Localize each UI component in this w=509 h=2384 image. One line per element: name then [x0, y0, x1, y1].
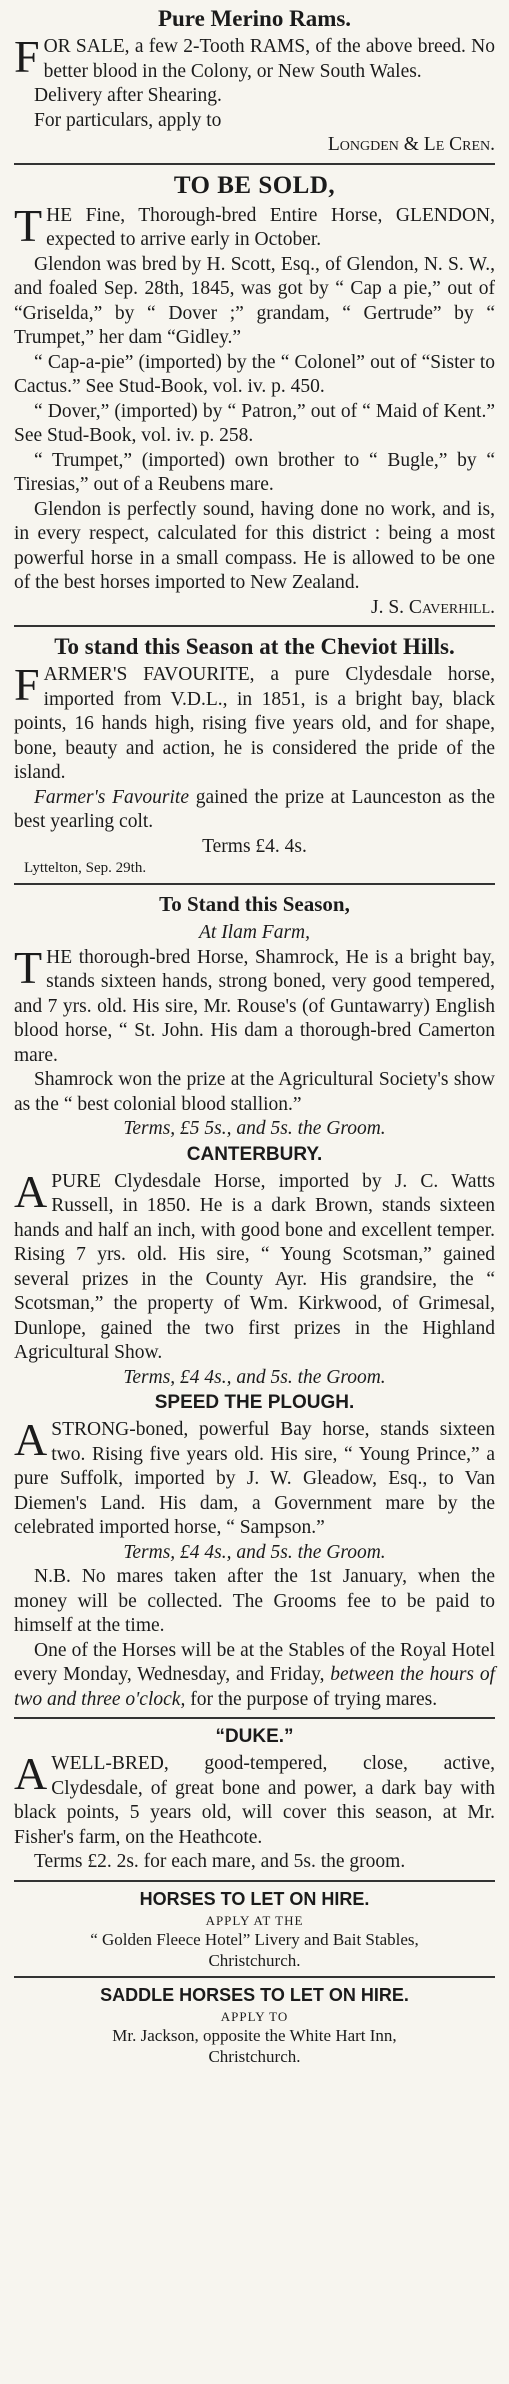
ad-text: “ Trumpet,” (imported) own brother to “ Bugle,” by “ Tiresias,” out of a Reubens mare. [14, 449, 495, 495]
ad-text: N.B. No mares taken after the 1st January, when the money will be collected. The Grooms fee to be paid to himself at the time. [14, 1566, 495, 1636]
ad-text: “ Cap-a-pie” (imported) by the “ Colonel” out of “Sister to Cactus.” See Stud-Book, vol. iv. p. 450. [14, 351, 495, 397]
ad-title: To stand this Season at the Cheviot Hills. [54, 634, 455, 659]
ad-title: HORSES TO LET ON HIRE. [139, 1888, 370, 1909]
drop-cap: A [14, 1165, 48, 1217]
ad-text: Christchurch. [208, 2046, 301, 2066]
ad-apply-label: APPLY TO [220, 2008, 289, 2024]
ad-duke [14, 1725, 495, 1875]
ad-title: SPEED THE PLOUGH. [154, 1392, 355, 1413]
ad-text: Terms £2. 2s. for each mare, and 5s. the groom. [34, 1851, 406, 1872]
drop-cap: T [14, 941, 43, 993]
ad-terms: Terms £4. 4s. [202, 835, 307, 857]
ad-text: “ Dover,” (imported) by “ Patron,” out of “ Maid of Kent.” See Stud-Book, vol. iv. p. 258. [14, 400, 495, 446]
ad-title: Pure Merino Rams. [157, 6, 352, 31]
ad-text: Mr. Jackson, opposite the White Hart Inn, [112, 2025, 397, 2045]
drop-cap: F [14, 659, 40, 710]
ad-title: To Stand this Season, [159, 892, 350, 916]
ad-text: OR SALE, a few 2-Tooth RAMS, of the above breed. No better blood in the Colony, or New South Wales. [43, 36, 495, 82]
ad-dateline: Lyttelton, Sep. 29th. [24, 860, 147, 876]
ad-text: Shamrock won the prize at the Agricultural Society's show as the “ best colonial blood stallion.” [14, 1069, 495, 1115]
ad-merino-rams [14, 5, 495, 158]
ad-title: SADDLE HORSES TO LET ON HIRE. [100, 1984, 409, 2005]
ad-canterbury [14, 1143, 495, 1391]
ad-title: TO BE SOLD, [173, 171, 336, 199]
ad-text: HE thorough-bred Horse, Shamrock, He is a bright bay, stands sixteen hands, strong boned, very good tempered, and 7 yrs. old. His sire, Mr. Rouse's (of Guntawarry) English blood horse, “ St. John. His dam a thorough-bred Camerton mare. [14, 946, 495, 1066]
ad-title: “DUKE.” [215, 1726, 294, 1747]
ad-to-be-sold [14, 171, 495, 621]
divider [14, 163, 495, 165]
drop-cap: F [14, 31, 40, 82]
divider [14, 625, 495, 627]
divider [14, 883, 495, 885]
ad-text: Glendon was bred by H. Scott, Esq., of Glendon, N. S. W., and foaled Sep. 28th, 1845, was got by “ Cap a pie,” out of “Griselda,” by “ Dover ;” grandam, “ Gertrude” by “ Trumpet,” her dam “Gidley.” [14, 253, 495, 348]
ad-text: Glendon is perfectly sound, having done no work, and is, in every respect, calculated for this district : being a most powerful horse in a small compass. He is allowed to be one of the best horses imported to New Zealand. [14, 498, 495, 593]
ad-title: CANTERBURY. [186, 1143, 323, 1165]
ad-text: Christchurch. [208, 1950, 301, 1970]
ad-subtitle: At Ilam Farm, [198, 922, 311, 943]
ad-apply-label: APPLY AT THE [205, 1912, 304, 1928]
drop-cap: A [14, 1748, 48, 1799]
ad-text: Delivery after Shearing. [34, 85, 222, 106]
ad-text-emphasis: between the hours of two and three o'clock, [14, 1664, 495, 1710]
ad-text: For particulars, apply to [34, 109, 222, 131]
ad-text: One of the Horses will be at the Stables of the Royal Hotel every Monday, Wednesday, and Friday, [14, 1639, 495, 1685]
drop-cap: T [14, 199, 43, 251]
ad-signature: Longden & Le Cren. [327, 134, 495, 155]
ad-cheviot-hills [14, 633, 495, 878]
ad-shamrock [14, 891, 495, 1142]
ad-terms: Terms, £4 4s., and 5s. the Groom. [123, 1366, 386, 1388]
ad-text: gained the prize at Launceston as the best yearling colt. [14, 786, 496, 832]
ad-terms: Terms, £4 4s., and 5s. the Groom. [123, 1541, 386, 1563]
ad-saddle-horses [14, 1984, 495, 2067]
divider [14, 1717, 495, 1719]
ad-signature: J. S. Caverhill. [371, 596, 495, 618]
ad-text: ARMER'S FAVOURITE, a pure Clydesdale horse, imported from V.D.L., in 1851, is a bright bay, black points, 16 hands high, rising five years old, and for shape, bone, beauty and action, he is considered the pride of the island. [14, 664, 495, 783]
drop-cap: A [14, 1414, 48, 1465]
ad-text: PURE Clydesdale Horse, imported by J. C. Watts Russell, in 1850. He is a dark Brown, stands sixteen hands and half an inch, with good bone and excellent temper. Rising 7 yrs. old. His sire, “ Young Scotsman,” gained several prizes in the County Ayr. His grandsire, the “ Scotsman,” the property of Wm. Kirkwood, of Grimesal, Dunlope, gained the two first prizes in the Highland Agricultural Show. [14, 1170, 495, 1363]
ad-text: HE Fine, Thorough-bred Entire Horse, GLENDON, expected to arrive early in October. [46, 204, 495, 250]
ad-speed-the-plough [14, 1391, 495, 1712]
ad-terms: Terms, £5 5s., and 5s. the Groom. [123, 1118, 386, 1139]
ad-horses-to-let [14, 1888, 495, 1971]
divider [14, 1976, 495, 1978]
ad-text: “ Golden Fleece Hotel” Livery and Bait Stables, [90, 1929, 419, 1949]
ad-text: for the purpose of trying mares. [185, 1688, 438, 1710]
horse-name: Farmer's Favourite [34, 786, 189, 808]
divider [14, 1880, 495, 1882]
ad-text: WELL-BRED, good-tempered, close, active, Clydesdale, of great bone and power, a dark bay with black points, 5 years old, will cover this season, at Mr. Fisher's farm, on the Heathcote. [14, 1753, 495, 1848]
ad-text: STRONG-boned, powerful Bay horse, stands sixteen two. Rising five years old. His sire, “ Young Prince,” a pure Suffolk, imported by J. W. Gleadow, Esq., to Van Diemen's Land. His dam, a Government mare by the celebrated imported horse, “ Sampson.” [14, 1419, 495, 1538]
